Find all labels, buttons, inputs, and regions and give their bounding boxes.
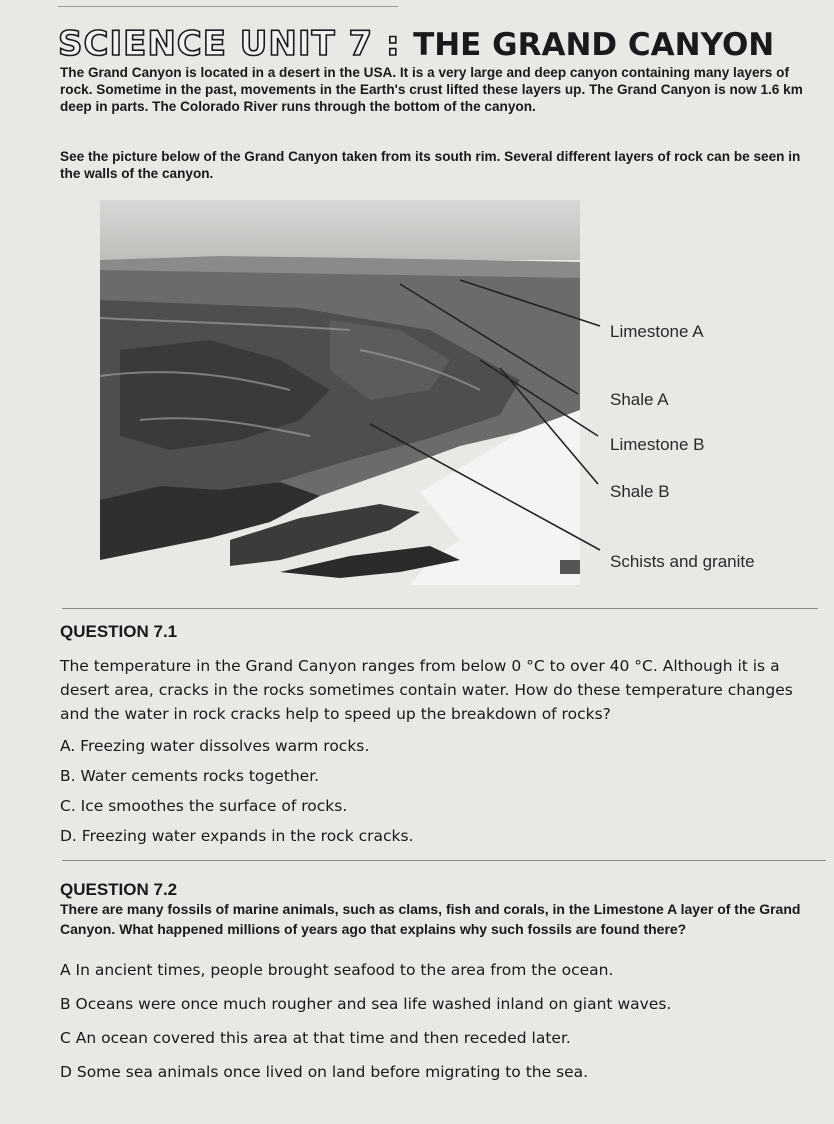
label-shale-b: Shale B <box>610 482 670 501</box>
top-rule <box>58 6 398 7</box>
q2-option-b[interactable]: B Oceans were once much rougher and sea life washed inland on giant waves. <box>60 995 672 1013</box>
title-unit: SCIENCE UNIT 7 : <box>58 24 401 64</box>
divider-q2 <box>62 860 826 861</box>
q2-option-a[interactable]: A In ancient times, people brought seafood to the area from the ocean. <box>60 961 614 979</box>
label-limestone-a: Limestone A <box>610 322 704 341</box>
question-7-1-heading: QUESTION 7.1 <box>60 622 178 641</box>
q1-option-d[interactable]: D. Freezing water expands in the rock cracks. <box>60 827 414 845</box>
figure-intro-paragraph: See the picture below of the Grand Canyon taken from its south rim. Several different layers of rock can be seen in the walls of the canyon. <box>60 149 801 181</box>
label-schists-granite: Schists and granite <box>610 552 755 571</box>
question-7-2-text: There are many fossils of marine animals, such as clams, fish and corals, in the Limestone A layer of the Grand Canyon. What happened millions of years ago that explains why such fossils are found there? <box>60 901 801 937</box>
q2-option-c[interactable]: C An ocean covered this area at that time and then receded later. <box>60 1029 571 1047</box>
canyon-photo <box>100 200 800 585</box>
q2-option-d[interactable]: D Some sea animals once lived on land before migrating to the sea. <box>60 1063 589 1081</box>
question-7-2-heading: QUESTION 7.2 <box>60 880 178 899</box>
q1-option-c[interactable]: C. Ice smoothes the surface of rocks. <box>60 797 348 815</box>
q1-option-a[interactable]: A. Freezing water dissolves warm rocks. <box>60 737 370 755</box>
page-title <box>58 24 774 64</box>
title-topic: THE GRAND CANYON <box>413 27 775 63</box>
question-7-1-text: The temperature in the Grand Canyon ranges from below 0 °C to over 40 °C. Although it is a desert area, cracks in the rocks sometimes contain water. How do these temperature changes and the water in rock cracks help to speed up the breakdown of rocks? <box>60 657 793 723</box>
grand-canyon-figure <box>100 200 800 585</box>
intro-paragraph: The Grand Canyon is located in a desert in the USA. It is a very large and deep canyon containing many layers of rock. Sometime in the past, movements in the Earth's crust lifted these layers up. The Grand Canyon is now 1.6 km deep in parts. The Colorado River runs through the bottom of the canyon. <box>60 65 803 114</box>
q1-option-b[interactable]: B. Water cements rocks together. <box>60 767 320 785</box>
divider-q1 <box>62 608 818 609</box>
label-shale-a: Shale A <box>610 390 669 409</box>
label-limestone-b: Limestone B <box>610 435 705 454</box>
